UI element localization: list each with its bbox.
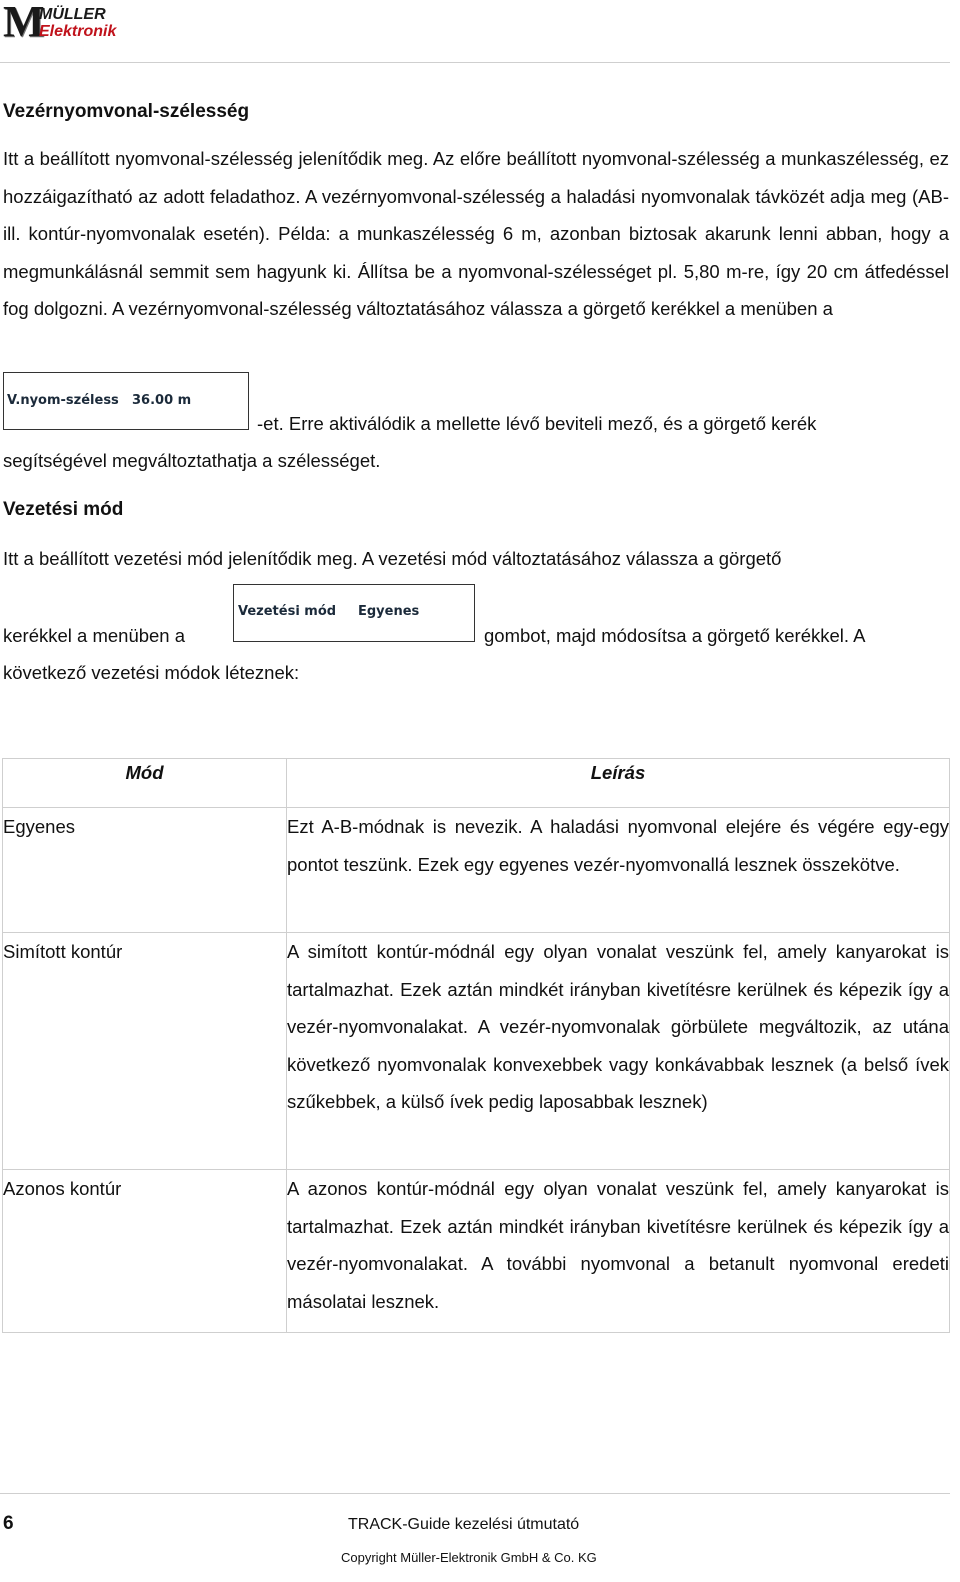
track-width-text: Itt a beállított nyomvonal-szélesség jelenítődik meg. Az előre beállított nyomvonal-szélesség a munkaszélesség, ez hozzáigazítható az adott feladathoz. A vezérnyomvonal-szélesség a haladási nyomvonalak távközét adja meg (AB- ill. kontúr-nyomvonalak esetén). Példa: a munkaszélesség 6 m, azonban biztosak akarunk lenni abban, hogy a megmunkálásnál semmit sem hagyunk ki. Állítsa be a nyomvonal-szélességet pl. 5,80 m-re, így 20 cm átfedéssel fog dolgozni. A vezérnyomvonal-szélesség változtatásához válassza a görgető kerékkel a menüben a xyxy=(3,148,949,319)
track-width-menu-item-image xyxy=(3,372,249,430)
driving-mode-ui-value: Egyenes xyxy=(358,604,420,619)
driving-mode-after-ui-line2: következő vezetési módok léteznek: xyxy=(3,662,300,683)
company-logo xyxy=(3,2,163,44)
driving-mode-before-ui: kerékkel a menüben a xyxy=(3,625,186,646)
description-cell: A simított kontúr-módnál egy olyan vonalat veszünk fel, amely kanyarokat is tartalmazhat. Ezek aztán mindkét irányban kivetítésre kerülnek és képezik így a vezér-nyomvonalakat. A vezér-nyomvonalak görbülete megváltozik, az utána következő nyomvonalak konvexebbek vagy konkávabbak lesznek (a belső ívek szűkebbek, a külső ívek pedig laposabbak lesznek) xyxy=(287,933,950,1170)
track-width-ui-value: 36.00 m xyxy=(132,393,192,408)
description-cell: A azonos kontúr-módnál egy olyan vonalat veszünk fel, amely kanyarokat is tartalmazhat. Ezek aztán mindkét irányban kivetítésre kerülnek és képezik így a vezér-nyomvonalakat. A további nyomvonal a betanult nyomvonal eredeti másolatai lesznek. xyxy=(287,1170,950,1333)
table-header-row xyxy=(3,759,950,808)
track-width-after-text: -et. Erre aktiválódik a mellette lévő beviteli mező, és a görgető kerék xyxy=(257,413,817,434)
table-header-description: Leírás xyxy=(287,759,950,808)
mode-cell: Egyenes xyxy=(3,808,287,933)
description-cell: Ezt A-B-módnak is nevezik. A haladási nyomvonal elejére és végére egy-egy pontot teszünk. Ezek egy egyenes vezér-nyomvonallá lesznek összekötve. xyxy=(287,808,950,933)
logo-top-text: MÜLLER xyxy=(39,6,106,23)
copyright-text: Copyright Müller-Elektronik GmbH & Co. KG xyxy=(341,1550,597,1565)
footer-divider xyxy=(0,1493,950,1494)
table-row xyxy=(3,933,950,1170)
track-width-ui-label: V.nyom-széless xyxy=(7,393,119,408)
mode-cell: Simított kontúr xyxy=(3,933,287,1170)
header-divider xyxy=(0,62,950,63)
logo-bottom-text: Elektronik xyxy=(39,23,117,40)
table-row xyxy=(3,808,950,933)
table-row xyxy=(3,1170,950,1333)
driving-mode-text: Itt a beállított vezetési mód jelenítődik meg. A vezetési mód változtatásához válassza a görgető xyxy=(3,548,782,569)
document-title: TRACK-Guide kezelési útmutató xyxy=(348,1516,580,1533)
logo-letter: M xyxy=(3,0,43,46)
table-header-mode: Mód xyxy=(3,759,287,808)
track-width-after-text-line2: segítségével megváltoztathatja a szélességet. xyxy=(3,450,381,471)
mode-cell: Azonos kontúr xyxy=(3,1170,287,1333)
driving-mode-menu-item-image xyxy=(233,584,475,642)
driving-mode-after-ui: gombot, majd módosítsa a görgető kerékkel. A xyxy=(484,625,866,646)
driving-mode-ui-label: Vezetési mód xyxy=(238,604,337,619)
section-heading-track-width: Vezérnyomvonal-szélesség xyxy=(3,101,250,122)
section-heading-driving-mode: Vezetési mód xyxy=(3,499,124,520)
track-width-paragraph xyxy=(3,140,949,328)
page-number: 6 xyxy=(3,1513,14,1534)
driving-modes-table xyxy=(2,758,950,1333)
